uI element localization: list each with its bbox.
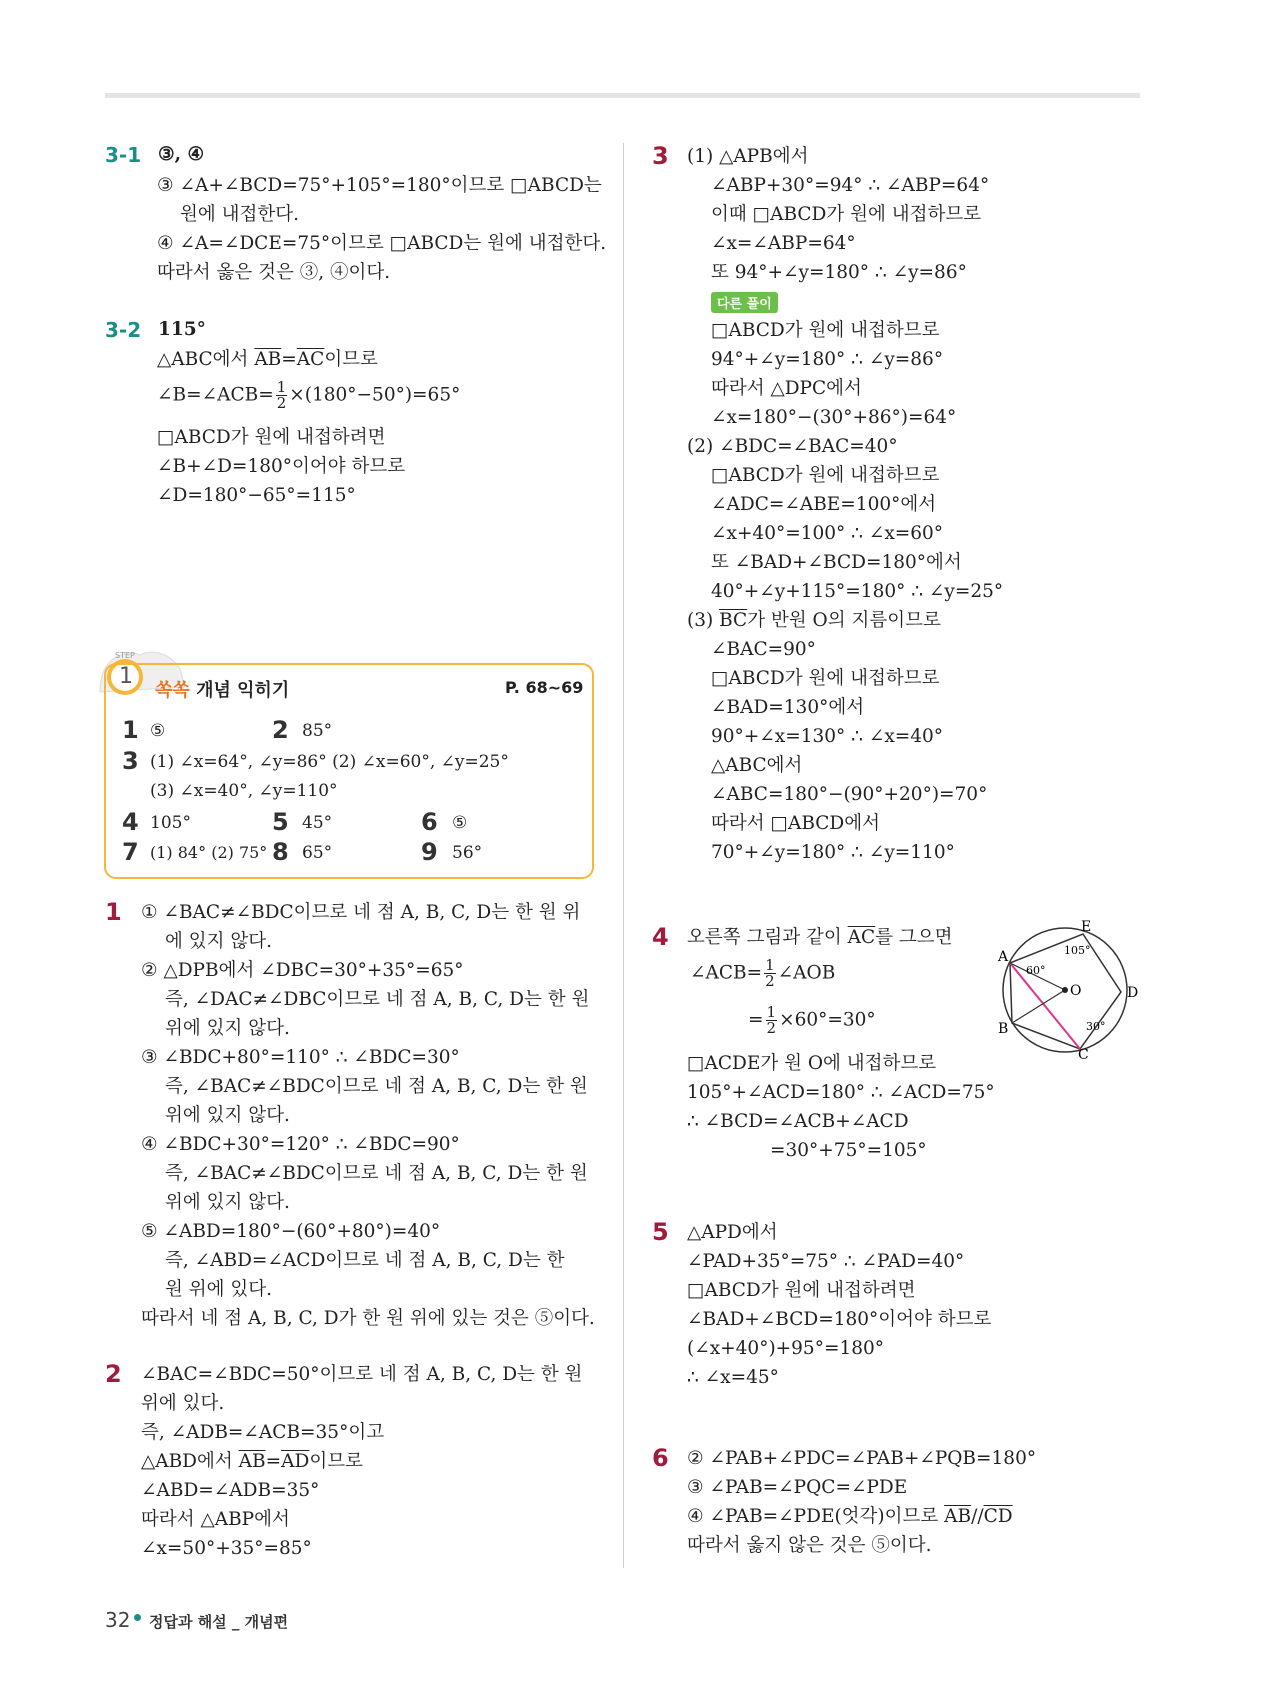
solution-line: ∠BAC=∠BDC=50°이므로 네 점 A, B, C, D는 한 원 bbox=[141, 1364, 583, 1385]
solution-line: ③ ∠PAB=∠PQC=∠PDE bbox=[687, 1477, 908, 1498]
step-item-value: 65° bbox=[302, 843, 333, 863]
footer-section-title: 정답과 해설 _ 개념편 bbox=[149, 1613, 289, 1631]
label-d: D bbox=[1127, 985, 1139, 1001]
question-number: 3 bbox=[652, 142, 669, 170]
step-item-number: 7 bbox=[122, 838, 139, 866]
solution-line: 따라서 옳은 것은 ③, ④이다. bbox=[157, 262, 391, 283]
step-item-number: 9 bbox=[421, 838, 438, 866]
solution-line: △APD에서 bbox=[687, 1222, 778, 1243]
solution-line: ∠x+40°=100° ∴ ∠x=60° bbox=[711, 523, 944, 544]
fraction: $\frac{1}{2}$ bbox=[276, 378, 287, 412]
solution-line: ∠BAC=90° bbox=[711, 639, 816, 660]
step-item-number: 5 bbox=[272, 808, 289, 836]
solution-line: 70°+∠y=180° ∴ ∠y=110° bbox=[711, 842, 955, 863]
answer: ③, ④ bbox=[158, 144, 205, 165]
solution-line: □ABCD가 원에 내접하므로 bbox=[711, 320, 940, 341]
step-item-value: (1) 84° (2) 75° bbox=[150, 843, 268, 862]
solution-line: 즉, ∠BAC≠∠BDC이므로 네 점 A, B, C, D는 한 원 bbox=[165, 1076, 588, 1097]
solution-line: 위에 있지 않다. bbox=[165, 1018, 290, 1039]
solution-line: 즉, ∠ABD=∠ACD이므로 네 점 A, B, C, D는 한 bbox=[165, 1250, 565, 1271]
solution-line: ∴ ∠BCD=∠ACB+∠ACD bbox=[687, 1111, 909, 1132]
solution-line: 에 있지 않다. bbox=[165, 931, 272, 952]
fraction: $\frac{1}{2}$ bbox=[766, 1003, 777, 1037]
step-page-ref: P. 68~69 bbox=[505, 678, 584, 697]
solution-line: 오른쪽 그림과 같이 $\overline{AC}$를 그으면 bbox=[687, 927, 953, 948]
step-item-number: 1 bbox=[122, 716, 139, 744]
solution-line: 따라서 옳지 않은 것은 ⑤이다. bbox=[687, 1535, 932, 1556]
question-number: 5 bbox=[652, 1218, 669, 1246]
solution-line: 40°+∠y+115°=180° ∴ ∠y=25° bbox=[711, 581, 1004, 602]
solution-line: 또 94°+∠y=180° ∴ ∠y=86° bbox=[711, 262, 967, 283]
problem-label: 3-2 bbox=[105, 318, 142, 342]
top-rule bbox=[105, 93, 1140, 98]
solution-line: ∠ADC=∠ABE=100°에서 bbox=[711, 494, 937, 515]
step-item-value: (3) ∠x=40°, ∠y=110° bbox=[150, 781, 338, 801]
solution-line: ∠D=180°−65°=115° bbox=[157, 485, 356, 506]
page-number: 32 bbox=[105, 1608, 131, 1632]
solution-line: 94°+∠y=180° ∴ ∠y=86° bbox=[711, 349, 944, 370]
segment-bc: $\overline{BC}$ bbox=[719, 610, 748, 631]
solution-line: ∠ABP+30°=94° ∴ ∠ABP=64° bbox=[711, 175, 990, 196]
segment-ad: $\overline{AD}$ bbox=[281, 1451, 310, 1472]
step-item-number: 3 bbox=[122, 747, 139, 775]
angle-105: 105° bbox=[1064, 944, 1091, 957]
segment-cd: $\overline{CD}$ bbox=[983, 1506, 1013, 1527]
segment-ac: $\overline{AC}$ bbox=[296, 349, 325, 370]
solution-line: 위에 있지 않다. bbox=[165, 1105, 290, 1126]
step-item-number: 8 bbox=[272, 838, 289, 866]
step-item-value: 45° bbox=[302, 813, 333, 833]
solution-line: ∠ACB= $\frac{1}{2}$ ∠AOB bbox=[690, 956, 836, 990]
solution-line: ③ ∠BDC+80°=110° ∴ ∠BDC=30° bbox=[141, 1047, 460, 1068]
solution-line: (1) △APB에서 bbox=[687, 146, 809, 167]
solution-line: □ACDE가 원 O에 내접하므로 bbox=[687, 1053, 937, 1074]
solution-line: △ABC에서 bbox=[711, 755, 803, 776]
footer-bullet-icon bbox=[134, 1614, 141, 1621]
solution-line: 따라서 네 점 A, B, C, D가 한 원 위에 있는 것은 ⑤이다. bbox=[141, 1308, 595, 1329]
step-number: 1 bbox=[119, 664, 133, 689]
solution-line: (3) $\overline{BC}$가 반원 O의 지름이므로 bbox=[687, 610, 941, 631]
label-a: A bbox=[998, 949, 1009, 965]
step-item-number: 2 bbox=[272, 716, 289, 744]
solution-line: 이때 □ABCD가 원에 내접하므로 bbox=[711, 204, 982, 225]
question-number: 6 bbox=[652, 1444, 669, 1472]
solution-line: ∠BAD=130°에서 bbox=[711, 697, 865, 718]
solution-line: 따라서 △DPC에서 bbox=[711, 378, 862, 399]
label-e: E bbox=[1081, 920, 1092, 935]
solution-line: = $\frac{1}{2}$ ×60°=30° bbox=[748, 1003, 876, 1037]
angle-30: 30° bbox=[1086, 1020, 1106, 1033]
solution-line: ① ∠BAC≠∠BDC이므로 네 점 A, B, C, D는 한 원 위 bbox=[141, 902, 581, 923]
question-number: 1 bbox=[105, 898, 122, 926]
solution-line: 105°+∠ACD=180° ∴ ∠ACD=75° bbox=[687, 1082, 995, 1103]
step-item-value: 105° bbox=[150, 813, 191, 833]
solution-line: ④ ∠BDC+30°=120° ∴ ∠BDC=90° bbox=[141, 1134, 460, 1155]
step-title: 쏙쏙 개념 익히기 bbox=[155, 680, 290, 701]
step-label: STEP bbox=[115, 651, 135, 660]
solution-line: 또 ∠BAD+∠BCD=180°에서 bbox=[711, 552, 962, 573]
solution-line: ∠x=180°−(30°+86°)=64° bbox=[711, 407, 957, 428]
segment-ac: $\overline{AC}$ bbox=[847, 927, 876, 948]
solution-line: ∠B=∠ACB= $\frac{1}{2}$ ×(180°−50°)=65° bbox=[157, 378, 461, 412]
step-item-value: ⑤ bbox=[150, 721, 166, 741]
column-divider bbox=[623, 143, 624, 1568]
segment-ab: $\overline{AB}$ bbox=[944, 1506, 972, 1527]
inscribed-pentagon-figure bbox=[990, 920, 1140, 1060]
solution-line: ④ ∠PAB=∠PDE(엇각)이므로 $\overline{AB}//\overline{CD}$ bbox=[687, 1506, 1013, 1527]
solution-line: ∠x=∠ABP=64° bbox=[711, 233, 856, 254]
solution-line: △ABD에서 $\overline{AB}=\overline{AD}$이므로 bbox=[141, 1451, 363, 1472]
solution-line: ⑤ ∠ABD=180°−(60°+80°)=40° bbox=[141, 1221, 441, 1242]
solution-line: (∠x+40°)+95°=180° bbox=[687, 1338, 885, 1359]
solution-line: ∠B+∠D=180°이어야 하므로 bbox=[157, 456, 406, 477]
step-item-value: (1) ∠x=64°, ∠y=86° (2) ∠x=60°, ∠y=25° bbox=[150, 752, 509, 772]
solution-line: △ABC에서 $\overline{AB}=\overline{AC}$이므로 bbox=[157, 349, 378, 370]
solution-line: 따라서 △ABP에서 bbox=[141, 1509, 290, 1530]
label-c: C bbox=[1078, 1047, 1089, 1060]
label-o: O bbox=[1070, 983, 1082, 999]
answer: 115° bbox=[158, 319, 206, 340]
question-number: 2 bbox=[105, 1360, 122, 1388]
step-item-value: 85° bbox=[302, 721, 333, 741]
solution-line: (2) ∠BDC=∠BAC=40° bbox=[687, 436, 898, 457]
solution-line: ∴ ∠x=45° bbox=[687, 1367, 779, 1388]
segment-ab: $\overline{AB}$ bbox=[254, 349, 282, 370]
solution-line: 위에 있다. bbox=[141, 1393, 225, 1414]
solution-line: ③ ∠A+∠BCD=75°+105°=180°이므로 □ABCD는 bbox=[157, 175, 602, 196]
solution-line: 90°+∠x=130° ∴ ∠x=40° bbox=[711, 726, 944, 747]
solution-line: 즉, ∠BAC≠∠BDC이므로 네 점 A, B, C, D는 한 원 bbox=[165, 1163, 588, 1184]
fraction: $\frac{1}{2}$ bbox=[765, 956, 775, 990]
solution-line: 원 위에 있다. bbox=[165, 1279, 272, 1300]
solution-line: ④ ∠A=∠DCE=75°이므로 □ABCD는 원에 내접한다. bbox=[157, 233, 607, 254]
solution-line: ∠BAD+∠BCD=180°이어야 하므로 bbox=[687, 1309, 992, 1330]
solution-line: □ABCD가 원에 내접하려면 bbox=[157, 427, 386, 448]
solution-line: □ABCD가 원에 내접하므로 bbox=[711, 668, 940, 689]
problem-label: 3-1 bbox=[105, 143, 142, 167]
solution-line: □ABCD가 원에 내접하므로 bbox=[711, 465, 940, 486]
alternative-solution-badge: 다른 풀이 bbox=[711, 292, 778, 313]
solution-line: 따라서 □ABCD에서 bbox=[711, 813, 881, 834]
step-item-number: 4 bbox=[122, 808, 139, 836]
solution-line: =30°+75°=105° bbox=[770, 1140, 927, 1161]
step-item-value: ⑤ bbox=[452, 813, 468, 833]
solution-line: □ABCD가 원에 내접하려면 bbox=[687, 1280, 916, 1301]
solution-line: ∠x=50°+35°=85° bbox=[141, 1538, 312, 1559]
solution-line: ② ∠PAB+∠PDC=∠PAB+∠PQB=180° bbox=[687, 1448, 1037, 1469]
solution-line: 원에 내접한다. bbox=[180, 204, 299, 225]
solution-line: ∠PAD+35°=75° ∴ ∠PAD=40° bbox=[687, 1251, 965, 1272]
segment-ab: $\overline{AB}$ bbox=[238, 1451, 266, 1472]
question-number: 4 bbox=[652, 923, 669, 951]
label-b: B bbox=[998, 1021, 1009, 1037]
solution-line: 즉, ∠DAC≠∠DBC이므로 네 점 A, B, C, D는 한 원 bbox=[165, 989, 590, 1010]
solution-line: ② △DPB에서 ∠DBC=30°+35°=65° bbox=[141, 960, 464, 981]
solution-line: 위에 있지 않다. bbox=[165, 1192, 290, 1213]
step-item-number: 6 bbox=[421, 808, 438, 836]
step-item-value: 56° bbox=[452, 843, 483, 863]
solution-line: 즉, ∠ADB=∠ACB=35°이고 bbox=[141, 1422, 385, 1443]
angle-60: 60° bbox=[1026, 964, 1046, 977]
solution-line: ∠ABD=∠ADB=35° bbox=[141, 1480, 320, 1501]
solution-line: ∠ABC=180°−(90°+20°)=70° bbox=[711, 784, 988, 805]
